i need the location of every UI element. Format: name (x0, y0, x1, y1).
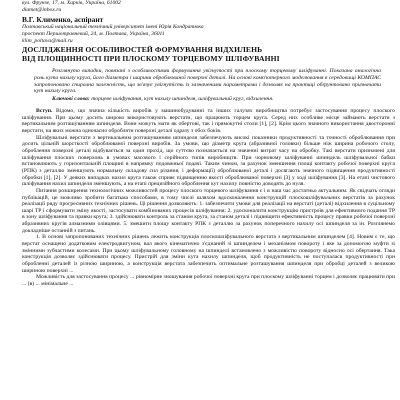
author-email: klim_poltava@mail.ru (22, 38, 73, 44)
paper-title-line-1: ДОСЛІДЖЕННЯ ОСОБЛИВОСТЕЙ ФОРМУВАННЯ ВІДХИЛЕНЬ (22, 45, 263, 54)
header-email: diamet@inbox.ru (22, 7, 62, 13)
keywords-label: Ключові слова: (52, 96, 90, 103)
body-paragraph: Можливість для застосування процесу ... рівномірне зношування робочої поверхні круга при плоскому шліфуванні торцем і дозволяє працювати при ... (в) ... мінімальне ... (22, 274, 395, 288)
author-address: проспект Першотравневий, 24, м. Полтава, Україна, 36011 (22, 31, 165, 37)
keywords-text: торцеве шліфування, кут нахилу шпинделя, шліфувальний круг, відхилення. (91, 96, 274, 103)
body-paragraph: Питання розширення технологічних можливостей процесу плоского торцевого шліфування є і в наш час достатньо актуальним. Як свідчать огляди публікацій, це можливо зробити багатьма способами, в тому числі шляхом вдосконалення конструкцій плоскошліфувальних верстатів за рахунок реалізації ряду прогресивних технічних рішень. Ці рішення дозволяють: 1. забезпечити умови для реалізації на верстаті (деталі) відхилення в суцільному шарі ТР і сформувати зміну якості, застосувати комбінованих процесів шліфування; 2. удосконалити конструкцію пристроїв для ефективного подання ТР в зону шліфування та правки круга; 3. здійснювати контроль за станом круга, за станом деталі і підвищити ефективність процесу правки робочої поверхні абразивних кругів алмазними олівцями. 5. змешити площу контакту РПК з деталлю за рахунок поперечного нахилу осі шпинделя за ін. Розглянемо докладніше останній з питань. (22, 187, 395, 234)
intro-text: Відомо, що значна кількість виробів у машинобудуванні та інших галузях виробництва потребує застосування процесу плоского шліфування. При цьому досить широко використовують верстати, що працюють торцем круга. Серед них особливе місце займають верстати з вертикальним розташуванням шпинделя. Вони можуть мати як обертові, так і прямокутні столи [1], [2]. Крім цього значного використання двосторонні верстати, на яких можна одночасно обробляти поверхні деталі одразу з обох боків. (22, 107, 395, 134)
body-text (22, 108, 397, 288)
paper-title-line-2: ВІД ПЛОЩИННОСТІ ПРИ ПЛОСКОМУ ТОРЦЕВОМУ ШЛІФУВАННІ (22, 54, 280, 63)
author-affiliation: Полтавський національний технічний університет імені Юрія Кондратюка (22, 24, 204, 30)
abstract: Розглянуто випадки, повязані з особливостями формування увігнутості при плоскому торцевому шліфуванні. Показана аналогічна роль кута нахилу круга, його діаметра і ширини оброблюваної поверхні деталі. На основі комп'ютерного моделювання в середовищі КОМПАС запропоновано спирална залежність, що зв'язує увігнутість із зазначеними параметрами і дозволяє на практиці обґрунтовано призначати кут нахилу круга. (34, 68, 381, 95)
author-name: В.Г. Клименко, аспірант (22, 15, 104, 24)
body-paragraph: 1. В основі запропонованих технічних рішень лежить конструкція плоскошліфувального верстата з вертикальним шпинделем [4]. Новим є те, що верстат оснащено додатковим електродвигуном, вал якого кінематично з'єднаний зі шпинделем і механізмом повороту і яке за допомогою муфти зі змінними зубчастими колесами. При цьому шліфувальному головному на шпинделі встановлено з можливістю повороту відносно осі обертання. Така конструкція дозволяє здійснювати процесу. Пристрій для зміни кута нахилу шпинделя, щоб продуктивність не поступалася продуктивності при обробленні деталей із різною шириною, а конструкція верстата забезпечить оптимальне розташування шпинделя при обробці деталей з великою шириною поверхні ... (22, 234, 395, 274)
intro-lead: Вступ. (36, 107, 53, 114)
body-paragraph: Шліфувальні верстати з вертикальним розташуванням шпинделя забезпечують високі показники продуктивності та точності оброблювання при досить цільній шорсткості оброблюваної поверхні виробів. За умови, що діаметр круга (абразивної головки) більше ніж ширина робочого столу, оброблення поверхні деталі відбувається за один прохід, що суттєво позначається на значенні витрат часу на обробку. Такі верстати призначені для шліфування плоских поверхонь в умовах масового і серійного типів виробництв. При чорновому шліфуванні шпиндель шліфувальної бабки встановлюють у горизонтальній площині в напрямку подовжньої подачі. Таким чином, за рахунок зменшення площі контакту робочої поверхні круга (РПК) з деталлю зменшують нормальну складову сил різання, і деформації) оброблюваної деталі і досягають значного підвищення продуктивності обробки [1], [2]. У деяких випадках нахил круга також сприяє підвищенню якості оброблюваної поверхні [3] у ході шліфування [3]. На етапі чистового шліфування нахил шпинделя зменшують, а на етапі прецизійного оброблення кут нахилу повністю доводять до нуля. (22, 134, 395, 188)
keywords (22, 96, 397, 103)
intro-paragraph (22, 108, 395, 135)
header-address: вул. Фрунзе, 17, м. Харків, Україна, 61002 (22, 0, 121, 6)
